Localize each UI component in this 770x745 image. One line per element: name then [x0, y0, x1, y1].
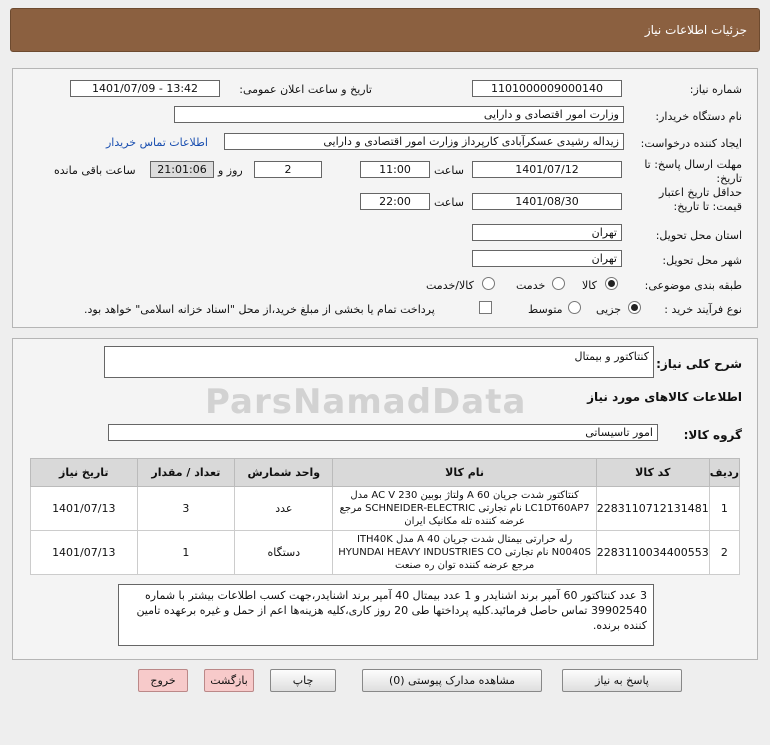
validity-label: حداقل تاریخ اعتبار قیمت: تا تاریخ: — [658, 186, 742, 213]
col-header-name: نام کالا — [333, 459, 596, 487]
need-summary-label: شرح کلی نیاز: — [656, 357, 742, 371]
cell-row-number: 1 — [709, 487, 739, 531]
cell-quantity: 1 — [137, 531, 235, 575]
treasury-note: پرداخت تمام یا بخشی از مبلغ خرید،از محل "اسناد خزانه اسلامی" خواهد بود. — [84, 303, 435, 316]
col-header-code: کد کالا — [596, 459, 709, 487]
table-row — [31, 531, 740, 575]
cell-name: کنتاکتور شدت جریان 60 A ولتاژ بوبین AC V 230 مدل LC1DT60AP7 نام تجارتی SCHNEIDER-ELECTRIC مرجع عرضه کننده تله مکانیک ایران — [333, 487, 596, 531]
creator-label: ایجاد کننده درخواست: — [640, 137, 742, 150]
category-option-goods-service: کالا/خدمت — [426, 279, 474, 292]
category-option-service: خدمت — [516, 279, 546, 292]
category-radio-goods-service[interactable] — [482, 277, 495, 290]
category-radio-service[interactable] — [552, 277, 565, 290]
days-field: 2 — [254, 161, 322, 178]
cell-unit: عدد — [235, 487, 333, 531]
cell-code: 2283110034400553 — [596, 531, 709, 575]
col-header-date: تاریخ نیاز — [31, 459, 138, 487]
col-header-unit: واحد شمارش — [235, 459, 333, 487]
city-label: شهر محل تحویل: — [662, 254, 742, 267]
process-radio-medium[interactable] — [568, 301, 581, 314]
remaining-label: ساعت باقی مانده — [54, 164, 136, 177]
print-button[interactable]: چاپ — [270, 669, 336, 692]
need-summary-field: کنتاکتور و بیمتال — [104, 346, 654, 378]
watermark: ParsNamadData — [205, 382, 527, 422]
process-option-minor: جزیی — [596, 303, 622, 316]
category-option-goods: کالا — [582, 279, 597, 292]
validity-time-label: ساعت — [434, 196, 464, 209]
process-label: نوع فرآیند خرید : — [664, 303, 742, 316]
process-radio-minor[interactable] — [628, 301, 641, 314]
page-title: جزئیات اطلاعات نیاز — [644, 23, 747, 37]
process-option-medium: متوسط — [528, 303, 563, 316]
province-field: تهران — [472, 224, 622, 241]
cell-code: 2283110712131481 — [596, 487, 709, 531]
treasury-checkbox[interactable] — [479, 301, 492, 314]
goods-group-field: امور تاسیساتی — [108, 424, 658, 441]
description-box: 3 عدد کنتاکتور 60 آمپر برند اشنایدر و 1 عدد بیمتال 40 آمپر برند اشنایدر،جهت کسب اطلاعات بیشتر با شماره 39902540 تماس حاصل فرمائید.کلیه پرداختها طی 20 روز کاری،کلیه هزینه‌ها اعم از حمل و غیره برعهده تامین کننده برنده. — [118, 584, 654, 646]
attachments-button[interactable]: مشاهده مدارک پیوستی (0) — [362, 669, 542, 692]
goods-info-heading: اطلاعات کالاهای مورد نیاز — [587, 390, 742, 404]
deadline-date-field: 1401/07/12 — [472, 161, 622, 178]
city-field: تهران — [472, 250, 622, 267]
need-number-label: شماره نیاز: — [689, 83, 742, 96]
buyer-field: وزارت امور اقتصادی و دارایی — [174, 106, 624, 123]
cell-quantity: 3 — [137, 487, 235, 531]
buyer-label: نام دستگاه خریدار: — [655, 110, 742, 123]
buyer-contact-link[interactable]: اطلاعات تماس خریدار — [106, 136, 208, 149]
cell-name: رله حرارتی بیمتال شدت جریان 40 A مدل ITH40K N0040S نام تجارتی HYUNDAI HEAVY INDUSTRIES CO مرجع عرضه کننده توان ره صنعت — [333, 531, 596, 575]
cell-unit: دستگاه — [235, 531, 333, 575]
validity-time-field: 22:00 — [360, 193, 430, 210]
table-header-row — [31, 459, 740, 487]
category-radio-goods[interactable] — [605, 277, 618, 290]
announce-datetime-field: 1401/07/09 - 13:42 — [70, 80, 220, 97]
need-number-field: 1101000009000140 — [472, 80, 622, 97]
validity-date-field: 1401/08/30 — [472, 193, 622, 210]
deadline-time-field: 11:00 — [360, 161, 430, 178]
cell-date: 1401/07/13 — [31, 487, 138, 531]
col-header-quantity: تعداد / مقدار — [137, 459, 235, 487]
announce-label: تاریخ و ساعت اعلان عمومی: — [239, 83, 372, 96]
goods-group-label: گروه کالا: — [683, 428, 742, 442]
cell-date: 1401/07/13 — [31, 531, 138, 575]
province-label: استان محل تحویل: — [655, 229, 742, 242]
col-header-row-number: ردیف — [709, 459, 739, 487]
back-button[interactable]: بازگشت — [204, 669, 254, 692]
category-label: طبقه بندی موضوعی: — [644, 279, 742, 292]
cell-row-number: 2 — [709, 531, 739, 575]
days-label: روز و — [218, 164, 243, 177]
creator-field: زیداله رشیدی عسکرآبادی کارپرداز وزارت امور اقتصادی و دارایی — [224, 133, 624, 150]
table-row — [31, 487, 740, 531]
remaining-time-field: 21:01:06 — [150, 161, 214, 178]
exit-button[interactable]: خروج — [138, 669, 188, 692]
deadline-time-label: ساعت — [434, 164, 464, 177]
goods-table — [30, 458, 740, 575]
reply-button[interactable]: پاسخ به نیاز — [562, 669, 682, 692]
page-header — [10, 8, 760, 52]
deadline-label: مهلت ارسال پاسخ: تا تاریخ: — [644, 158, 742, 185]
